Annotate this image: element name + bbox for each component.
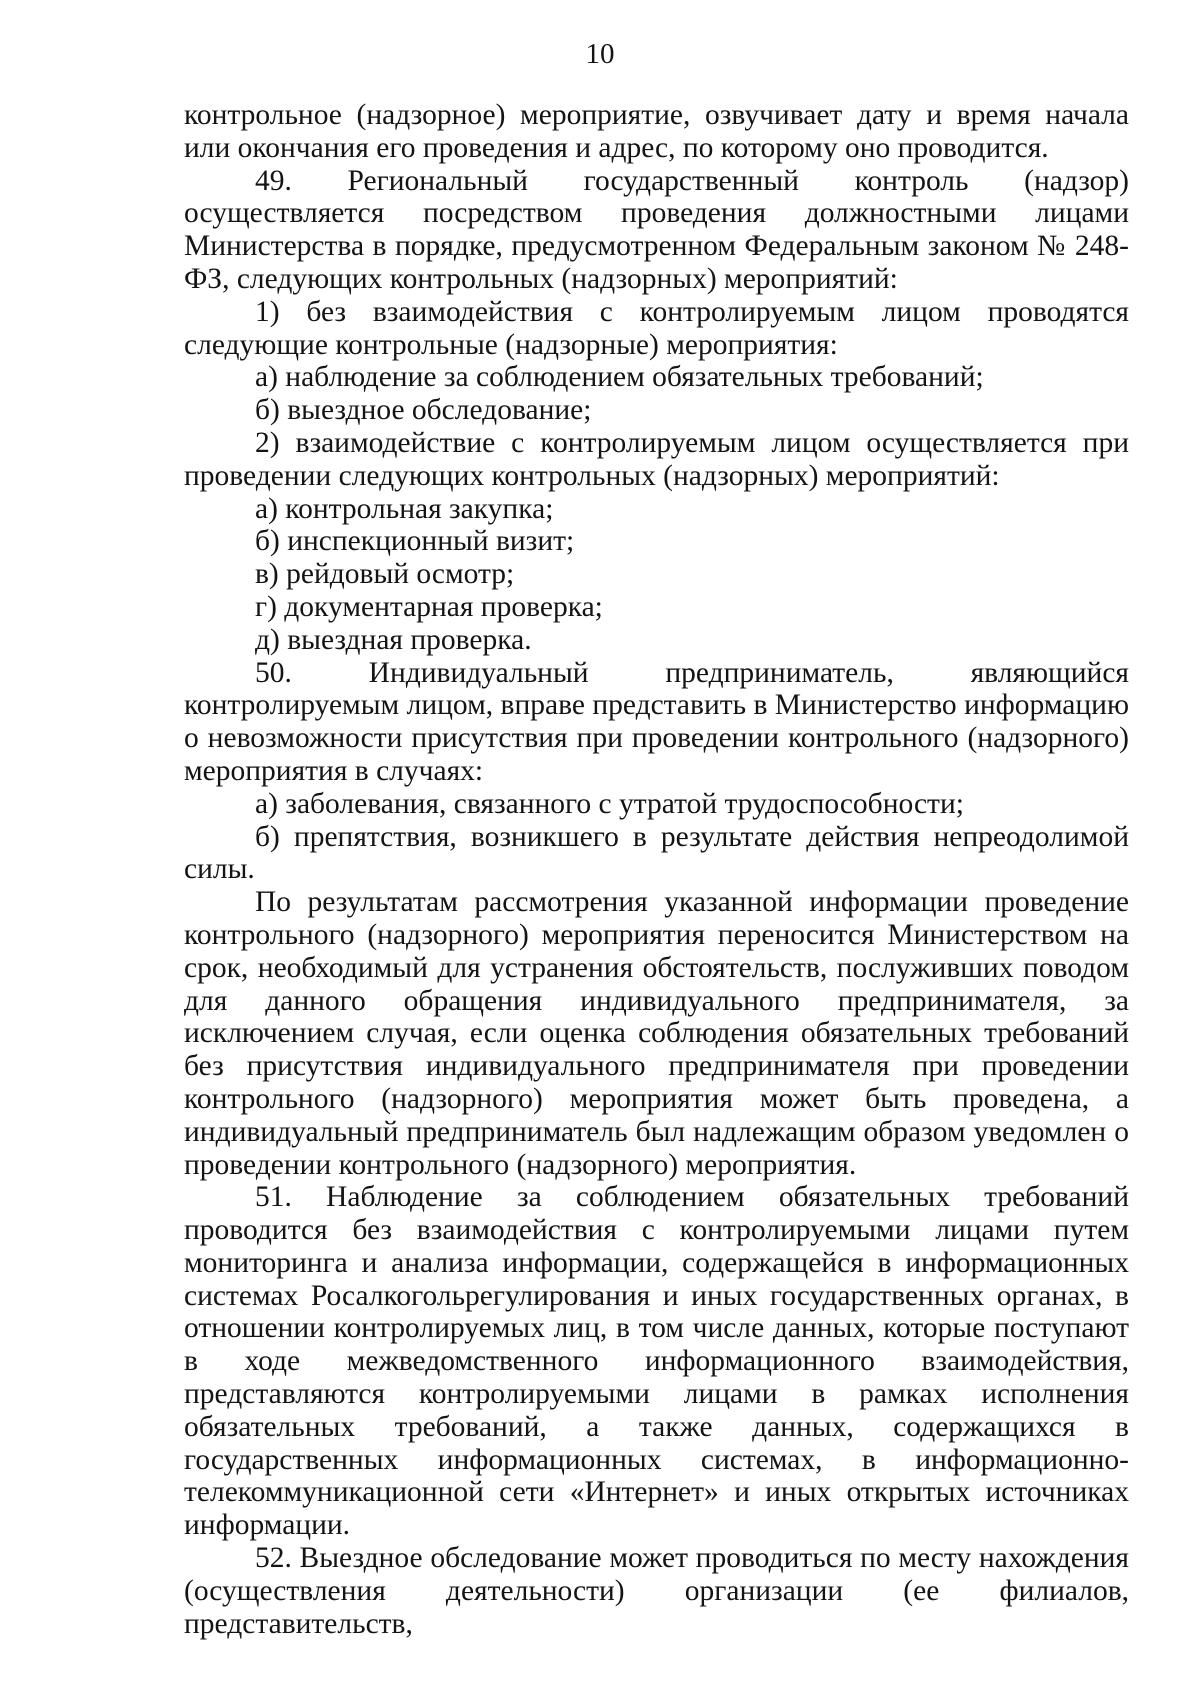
list-item: а) контрольная закупка; (255, 492, 554, 525)
list-item-wrapped: б) препятствия, возникшего в результате действия непреодолимой силы. (184, 820, 1129, 886)
list-item: б) выездное обследование; (255, 394, 592, 427)
page-number: 10 (585, 38, 615, 70)
paragraph-50-results: По результатам рассмотрения указанной информации проведение контрольного (надзорного) мероприятия переносится Министерством на срок, необходимый для устранения обстоятельств, послуживших поводом для данного обращения индивидуального предпринимателя, за исключением случая, если оценка соблюдения обязательных требований без присутствия индивидуального предпринимателя при проведении контрольного (надзорного) мероприятия может быть проведена, а индивидуальный предприниматель был надлежащим образом уведомлен о проведении контрольного (надзорного) мероприятия. (184, 886, 1129, 1181)
list-item: б) инспекционный визит; (255, 525, 575, 558)
list-item: а) заболевания, связанного с утратой трудоспособности; (255, 787, 964, 820)
paragraph-50: 50. Индивидуальный предприниматель, являющийся контролируемым лицом, вправе представить в Министерство информацию о невозможности присутствия при проведении контрольного (надзорного) мероприятия в случаях: (184, 656, 1129, 787)
list-item: а) наблюдение за соблюдением обязательных требований; (255, 361, 984, 394)
paragraph-49-item-1: 1) без взаимодействия с контролируемым лицом проводятся следующие контрольные (надзорные) мероприятия: (184, 295, 1129, 361)
paragraph-49: 49. Региональный государственный контроль (надзор) осуществляется посредством проведения должностными лицами Министерства в порядке, предусмотренном Федеральным законом № 248-ФЗ, следующих контрольных (надзорных) мероприятий: (184, 164, 1129, 295)
paragraph-51: 51. Наблюдение за соблюдением обязательных требований проводится без взаимодействия с контролируемыми лицами путем мониторинга и анализа информации, содержащейся в информационных системах Росалкогольрегулирования и иных государственных органах, в отношении контролируемых лиц, в том числе данных, которые поступают в ходе межведомственного информационного взаимодействия, представляются контролируемыми лицами в рамках исполнения обязательных требований, а также данных, содержащихся в государственных информационных системах, в информационно-телекоммуникационной сети «Интернет» и иных открытых источниках информации. (184, 1181, 1129, 1542)
paragraph-52: 52. Выездное обследование может проводиться по месту нахождения (осуществления деятельности) организации (ее филиалов, представительств, (184, 1542, 1129, 1640)
list-item: г) документарная проверка; (255, 590, 603, 623)
document-body (184, 99, 1129, 1640)
paragraph-continuation: контрольное (надзорное) мероприятие, озвучивает дату и время начала или окончания его проведения и адрес, по которому оно проводится. (184, 99, 1129, 164)
list-item: в) рейдовый осмотр; (255, 558, 515, 591)
paragraph-49-item-2: 2) взаимодействие с контролируемым лицом осуществляется при проведении следующих контрольных (надзорных) мероприятий: (184, 426, 1129, 492)
list-item: д) выездная проверка. (255, 623, 532, 656)
